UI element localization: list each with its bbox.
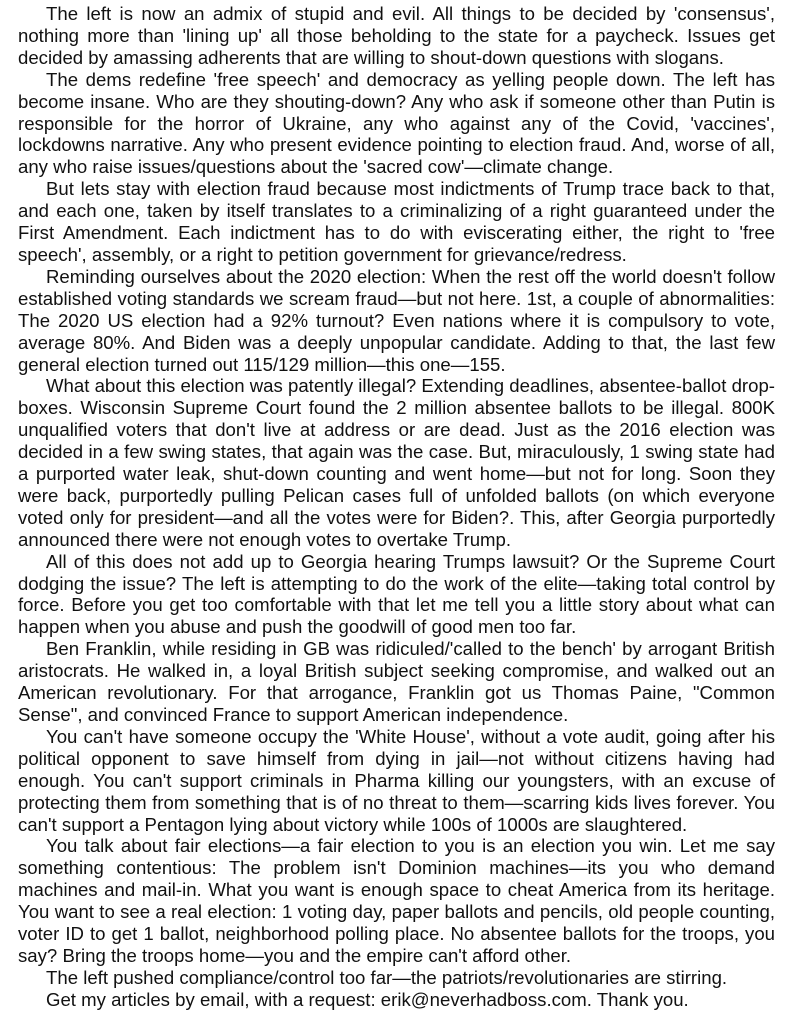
paragraph-4: Reminding ourselves about the 2020 election: When the rest off the world doesn't follow established voting standards we scream fraud—but not here. 1st, a couple of abnormalities: The 2020 US election had a 92% turnout? Even nations where it is compulsory to vote, average 80%. And Biden was a deeply unpopular candidate. Adding to that, the last few general election turned out 115/129 million—this one—155. bbox=[18, 265, 775, 375]
paragraph-3: But lets stay with election fraud because most indictments of Trump trace back to that, and each one, taken by itself translates to a criminalizing of a right guaranteed under the First Amendment. Each indictment has to do with eviscerating either, the right to 'free speech', assembly, or a right to petition government for grievance/redress. bbox=[18, 178, 775, 265]
paragraph-1: The left is now an admix of stupid and evil. All things to be decided by 'consensus', nothing more than 'lining up' all those beholding to the state for a paycheck. Issues get decided by amassing adherents that are willing to shout-down questions with slogans. bbox=[18, 3, 775, 68]
paragraph-8: You can't have someone occupy the 'White House', without a vote audit, going after his political opponent to save himself from dying in jail—not without citizens having had enough. You can't support criminals in Pharma killing our youngsters, with an excuse of protecting them from something that is of no threat to them—scarring kids lives forever. You can't support a Pentagon lying about victory while 100s of 1000s are slaughtered. bbox=[18, 725, 775, 835]
article-body bbox=[18, 3, 775, 1011]
paragraph-9: You talk about fair elections—a fair election to you is an election you win. Let me say something contentious: The problem isn't Dominion machines—its you who demand machines and mail-in. What you want is enough space to cheat America from its heritage. You want to see a real election: 1 voting day, paper ballots and pencils, old people counting, voter ID to get 1 ballot, neighborhood polling place. No absentee ballots for the troops, you say? Bring the troops home—you and the empire can't afford other. bbox=[18, 835, 775, 966]
paragraph-10: The left pushed compliance/control too far—the patriots/revolutionaries are stirring. bbox=[46, 966, 728, 988]
paragraph-7: Ben Franklin, while residing in GB was ridiculed/'called to the bench' by arrogant British aristocrats. He walked in, a loyal British subject seeking compromise, and walked out an American revolutionary. For that arrogance, Franklin got us Thomas Paine, "Common Sense", and convinced France to support American independence. bbox=[18, 638, 775, 725]
contact-line: Get my articles by email, with a request: erik@neverhadboss.com. Thank you. bbox=[46, 988, 689, 1010]
paragraph-6: All of this does not add up to Georgia hearing Trumps lawsuit? Or the Supreme Court dodging the issue? The left is attempting to do the work of the elite—taking total control by force. Before you get too comfortable with that let me tell you a little story about what can happen when you abuse and push the goodwill of good men too far. bbox=[18, 550, 775, 638]
paragraph-5: What about this election was patently illegal? Extending deadlines, absentee-ballot drop-boxes. Wisconsin Supreme Court found the 2 million absentee ballots to be illegal. 800K unqualified voters that don't live at address or are dead. Just as the 2016 election was decided in a few swing states, that again was the case. But, miraculously, 1 swing state had a purported water leak, shut-down counting and went home—but not for long. Soon they were back, purportedly pulling Pelican cases full of unfolded ballots (on which everyone voted only for president—and all the votes were for Biden?. This, after Georgia purportedly announced there were not enough votes to overtake Trump. bbox=[18, 375, 775, 550]
paragraph-2: The dems redefine 'free speech' and democracy as yelling people down. The left has become insane. Who are they shouting-down? Any who ask if someone other than Putin is responsible for the horror of Ukraine, any who against any of the Covid, 'vaccines', lockdowns narrative. Any who present evidence pointing to election fraud. And, worse of all, any who raise issues/questions about the 'sacred cow'—climate change. bbox=[18, 68, 775, 178]
